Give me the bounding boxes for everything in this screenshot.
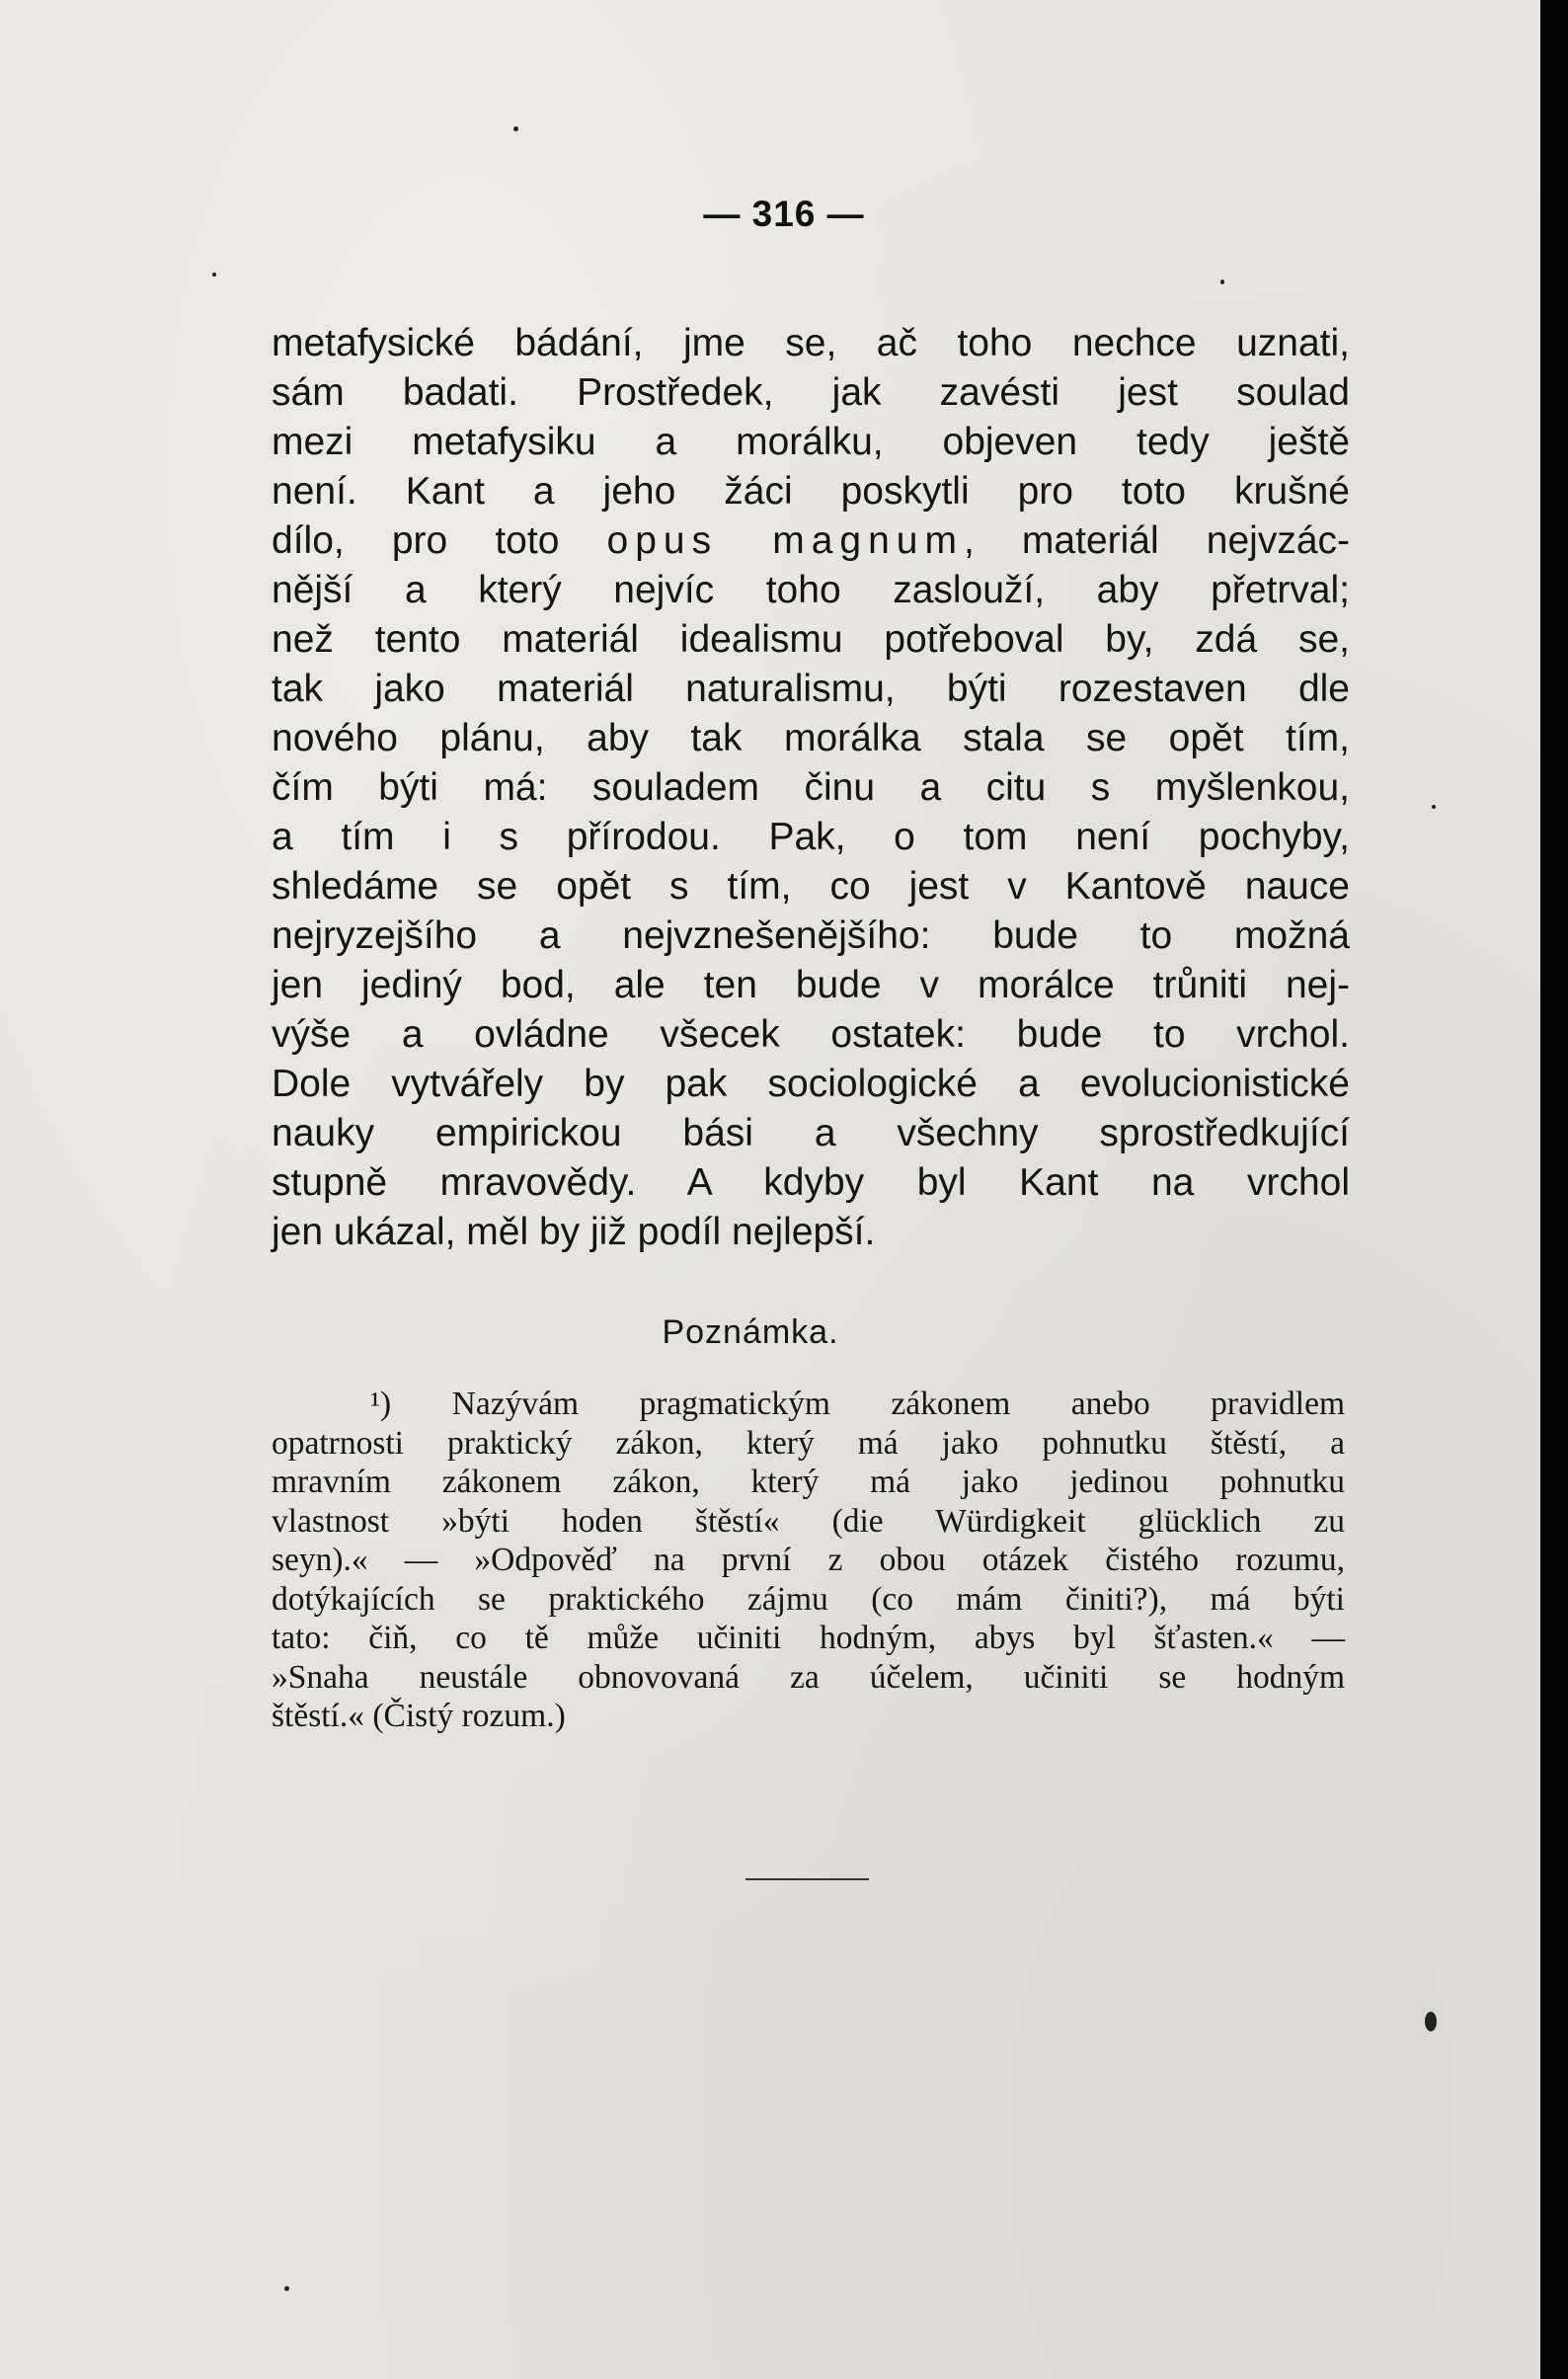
footnote-line: seyn).« — »Odpověď na první z obou otázek čistého rozumu,	[272, 1542, 1345, 1578]
main-paragraph	[272, 319, 1350, 1257]
footnote-line: »Snaha neustále obnovovaná za účelem, učiniti se hodným	[272, 1658, 1345, 1696]
print-speck	[1220, 279, 1224, 284]
text-line: nější a který nejvíc toho zaslouží, aby přetrval;	[272, 569, 1350, 611]
notes-heading: Poznámka.	[662, 1313, 839, 1351]
footnote-line: mravním zákonem zákon, který má jako jedinou pohnutku	[272, 1464, 1345, 1500]
emphasized-phrase: opus magnum	[606, 519, 964, 562]
text-fragment: dílo, pro toto	[272, 519, 607, 562]
scan-border	[1540, 0, 1568, 2379]
footnote-line: tato: čiň, co tě může učiniti hodným, abys byl šťasten.« —	[272, 1620, 1345, 1656]
text-line: Dole vytvářely by pak sociologické a evolucionistické	[272, 1063, 1350, 1105]
end-rule	[745, 1878, 869, 1880]
page-number-header: — 316 —	[703, 194, 865, 234]
text-line: než tento materiál idealismu potřeboval by, zdá se,	[272, 618, 1350, 661]
print-speck	[212, 273, 216, 277]
text-line: nejryzejšího a nejvznešenějšího: bude to možná	[272, 914, 1350, 957]
print-speck	[1432, 805, 1436, 809]
text-line: nového plánu, aby tak morálka stala se opět tím,	[272, 717, 1350, 759]
footnote	[272, 1385, 1345, 1736]
text-line: výše a ovládne všecek ostatek: bude to vrchol.	[272, 1013, 1350, 1056]
text-line: čím býti má: souladem činu a citu s myšlenkou,	[272, 766, 1350, 809]
text-line: tak jako materiál naturalismu, býti rozestaven dle	[272, 668, 1350, 710]
text-line: není. Kant a jeho žáci poskytli pro toto krušné	[272, 470, 1350, 513]
text-line: sám badati. Prostředek, jak zavésti jest soulad	[272, 371, 1350, 414]
text-line-with-emphasis	[272, 516, 1350, 566]
text-line: jen jediný bod, ale ten bude v morálce trůniti nej-	[272, 964, 1350, 1006]
footnote-line: opatrnosti praktický zákon, který má jako pohnutku štěstí, a	[272, 1424, 1345, 1462]
footnote-line: vlastnost »býti hoden štěstí« (die Würdigkeit glücklich zu	[272, 1502, 1345, 1540]
print-speck	[284, 2286, 289, 2291]
footnote-line: ¹) Nazývám pragmatickým zákonem anebo pravidlem	[370, 1386, 1345, 1422]
text-line: mezi metafysiku a morálku, objeven tedy ještě	[272, 421, 1350, 463]
text-line: jen ukázal, měl by již podíl nejlepší.	[272, 1211, 876, 1253]
footnote-line: štěstí.« (Čistý rozum.)	[272, 1698, 566, 1734]
footnote-line: dotýkajících se praktického zájmu (co mám činiti?), má býti	[272, 1580, 1345, 1618]
text-line: stupně mravovědy. A kdyby byl Kant na vrchol	[272, 1161, 1350, 1204]
text-line: a tím i s přírodou. Pak, o tom není pochyby,	[272, 816, 1350, 858]
text-line: metafysické bádání, jme se, ač toho nechce uznati,	[272, 322, 1350, 364]
text-fragment: , materiál nejvzác-	[963, 519, 1350, 562]
text-line: shledáme se opět s tím, co jest v Kantově nauce	[272, 865, 1350, 908]
print-speck	[513, 126, 518, 131]
print-speck	[1425, 2012, 1437, 2031]
text-line: nauky empirickou bási a všechny sprostředkující	[272, 1112, 1350, 1154]
